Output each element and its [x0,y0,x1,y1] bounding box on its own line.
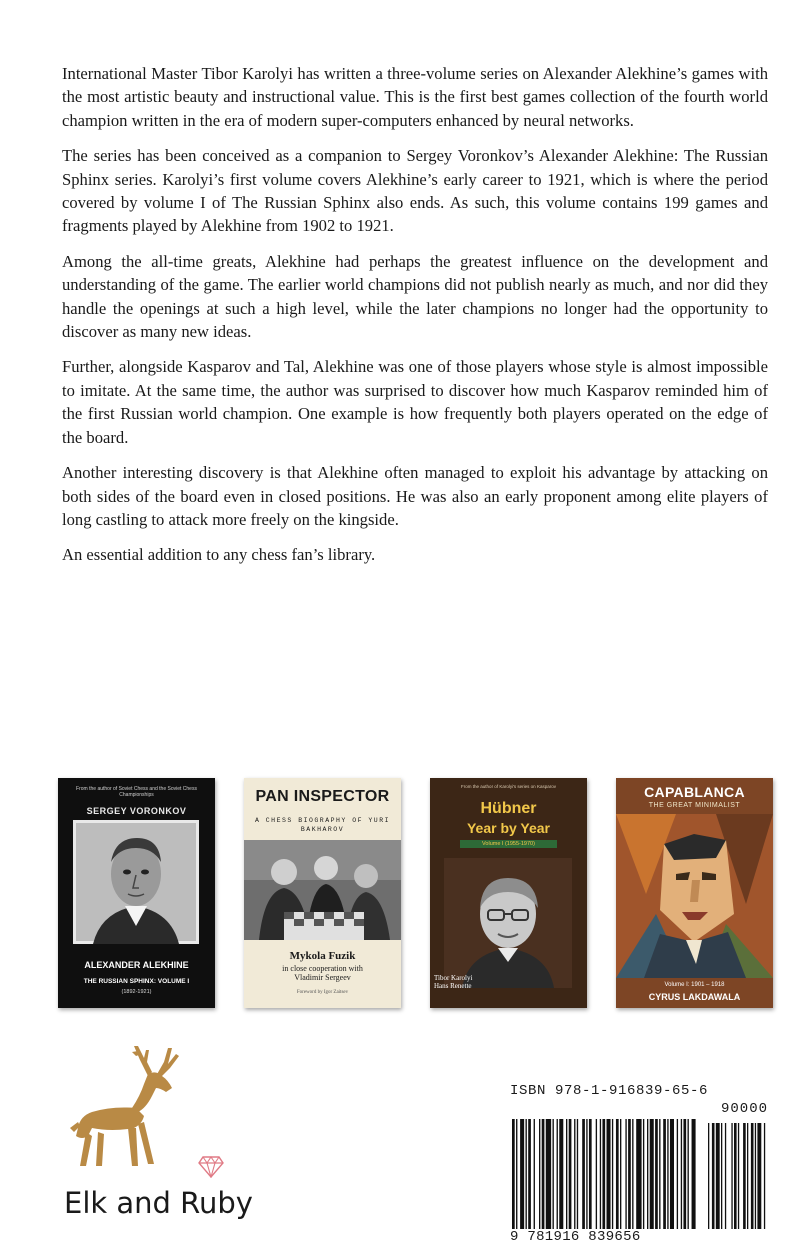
cover-cooperation [244,964,401,982]
cover-tagline: From the author of Soviet Chess and the Soviet Chess Championships [76,786,197,798]
barcode-image [510,1119,768,1229]
cover-volume: Volume I: 1901 – 1918 [664,982,725,988]
cover-cooperation-line: in close cooperation with [282,964,363,973]
isbn-label: ISBN 978-1-916839-65-6 [510,1083,709,1099]
book-cover-pan-inspector [244,778,401,1008]
chess-players-photo [244,840,401,940]
cover-authors [434,974,504,990]
cover-title-line1: Hübner [480,800,537,817]
alekhine-portrait-image [73,820,199,944]
cover-author: Mykola Fuzik [289,950,356,962]
publisher-name: Elk and Ruby [64,1186,253,1220]
cover-subtitle: A CHESS BIOGRAPHY OF YURI BAKHAROV [254,817,391,833]
book-cover-capablanca [616,778,773,1008]
cover-title: ALEXANDER ALEKHINE [84,960,189,970]
elk-icon [52,1036,202,1184]
cover-subtitle: THE GREAT MINIMALIST [648,802,741,809]
blurb-paragraph: Further, alongside Kasparov and Tal, Alekhine was one of those players whose style is almost impossible to imitate. At the same time, the author was surprised to discover how much Kasparov reminded him of the first Russian world champion. One example is how frequently both players operated on the edge of the board. [62,357,768,447]
barcode-digits: 9 781916 839656 [510,1229,641,1245]
back-cover-blurb [62,62,768,579]
capablanca-cubist-portrait [616,814,773,978]
cover-author: CYRUS LAKDAWALA [648,992,741,1002]
cover-foreword: Foreword by Igor Zaitsev [296,990,349,995]
book-cover-hubner-year-by-year [430,778,587,1008]
cover-years: (1892-1921) [121,989,152,995]
blurb-paragraph: The series has been conceived as a companion to Sergey Voronkov’s Alexander Alekhine: The Russian Sphinx series. Karolyi’s first volume covers Alekhine’s early career to 1921, which is where the period covered by volume I of The Russian Sphinx also ends. As such, this volume contains 199 games and fragments played by Alekhine from 1902 to 1921. [62,146,768,236]
blurb-paragraph: Among the all-time greats, Alekhine had perhaps the greatest influence on the development and understanding of the game. The earlier world champions did not publish nearly as much, and nor did they handle the openings at such a high level, while the later champions no longer had the opportunity to discover as many new ideas. [62,251,768,342]
cover-author: SERGEY VORONKOV [86,806,187,816]
cover-cooperation-name: Vladimir Sergeev [294,973,351,982]
book-cover-alekhine-russian-sphinx [58,778,215,1008]
blurb-paragraph: An essential addition to any chess fan’s library. [62,545,376,565]
price-addon-number: 90000 [720,1101,768,1117]
cover-volume: Volume I (1955-1970) [460,840,557,848]
blurb-paragraph: International Master Tibor Karolyi has written a three-volume series on Alexander Alekhine’s games with the most artistic beauty and instructional value. This is the first best games collection of the fourth world champion written in the era of modern super-computers enhanced by neural networks. [62,64,768,130]
cover-title: PAN INSPECTOR [255,788,390,805]
publisher-logo [30,1036,253,1236]
cover-author: Tibor Karolyi [434,974,473,982]
related-books [58,778,774,1010]
blurb-paragraph: Another interesting discovery is that Alekhine often managed to exploit his advantage by attacking on both sides of the board even in closed positions. He was also an early proponent among elite players of long castling to attack more freely on the kingside. [62,463,768,529]
cover-series: THE RUSSIAN SPHINX: VOLUME I [83,978,190,985]
cover-author: Hans Renette [434,982,472,990]
cover-title: CAPABLANCA [644,784,745,800]
young-hubner-photo [444,858,572,988]
cover-title-line2: Year by Year [466,820,551,836]
ruby-icon [198,1156,224,1178]
cover-tagline: From the author of Karolyi's series on Kasparov [461,784,556,789]
isbn-barcode-block [510,1083,768,1248]
